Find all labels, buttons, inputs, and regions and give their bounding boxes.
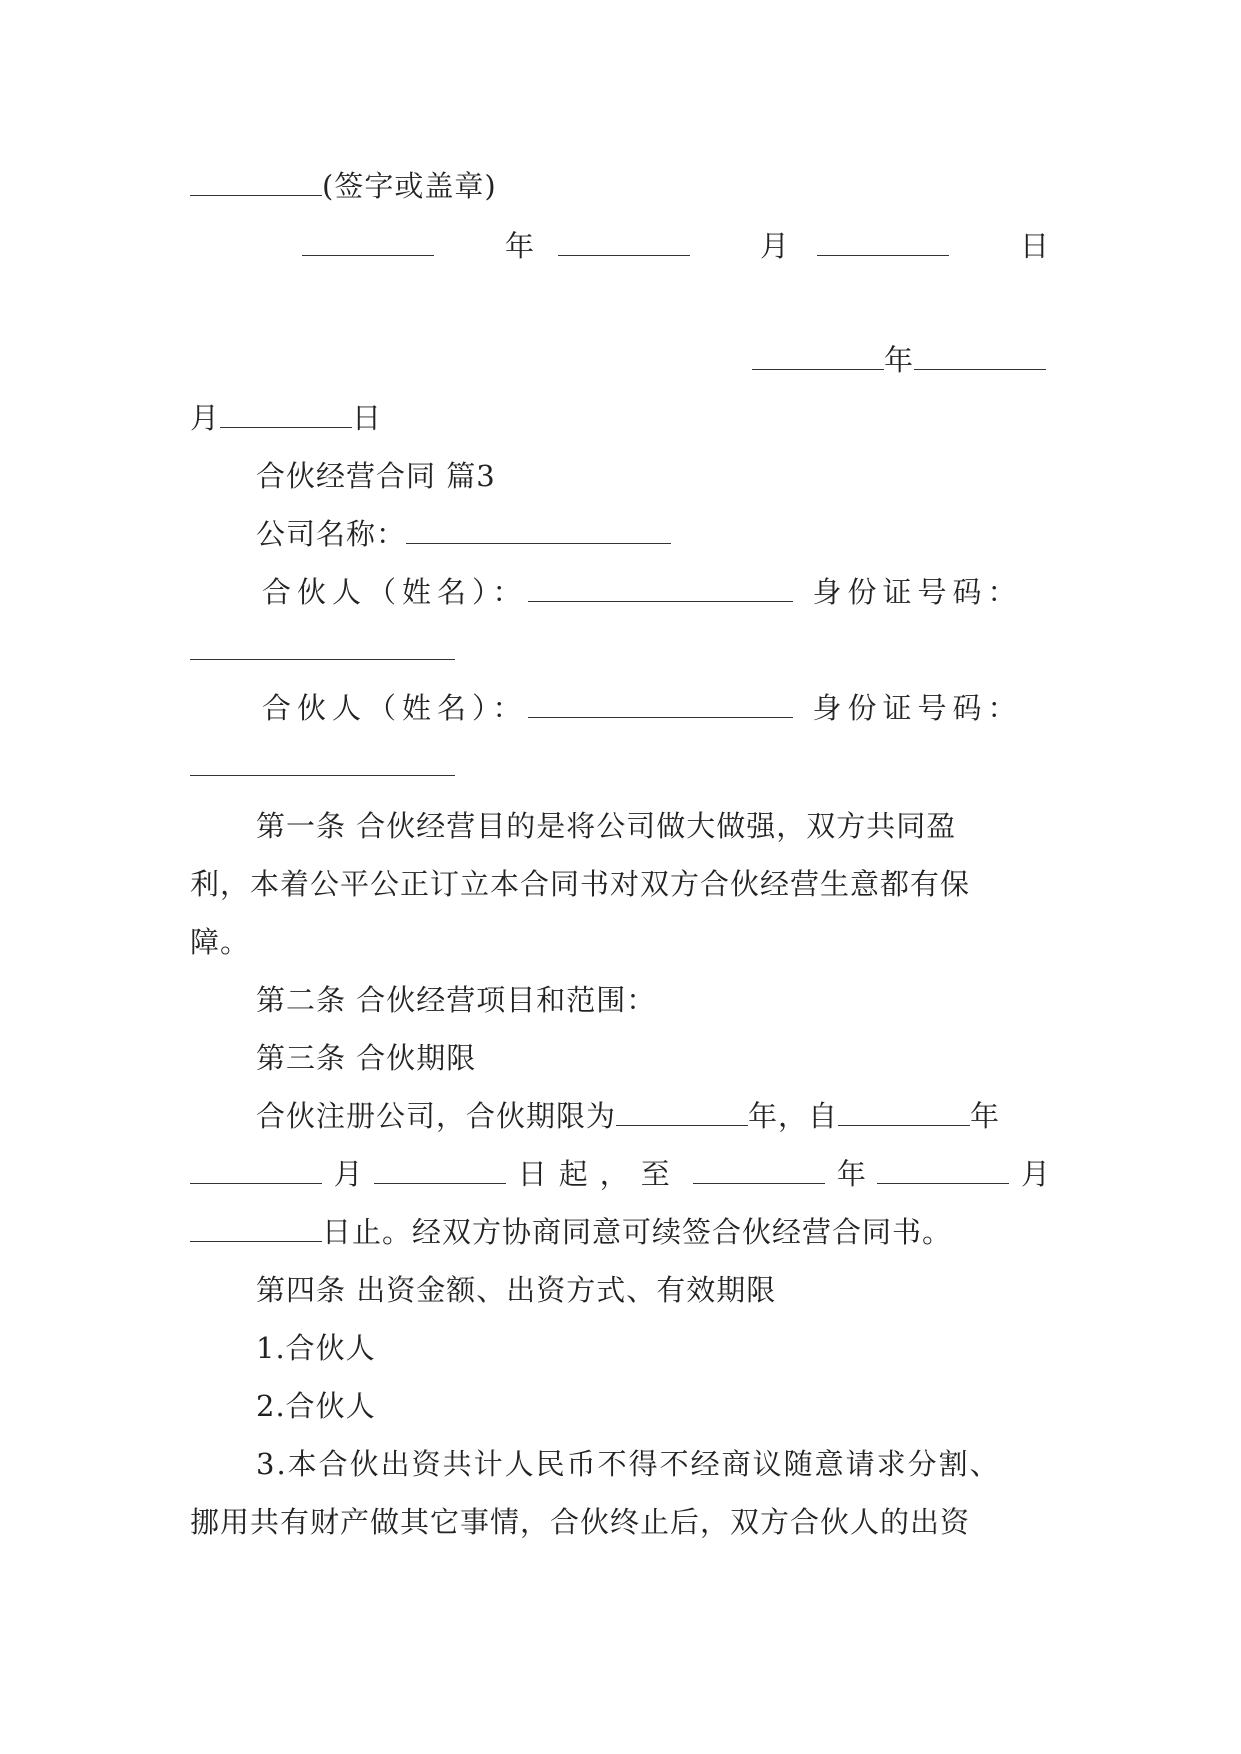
contract-heading: 合伙经营合同 篇3 bbox=[256, 459, 496, 493]
article2: 第二条 合伙经营项目和范围： bbox=[256, 983, 657, 1017]
signature-line bbox=[190, 166, 497, 206]
partner2-id-blank bbox=[190, 746, 455, 786]
date-row-1-blank-month bbox=[558, 226, 690, 266]
term-line1: 合伙注册公司，合伙期限为 年，自 年 bbox=[256, 1099, 1001, 1133]
date-row-2-month-line: 月 日 bbox=[190, 401, 383, 435]
date-row-1-year: 年 bbox=[505, 229, 536, 263]
term-line2: 月 日起，至 年 月 bbox=[190, 1154, 1050, 1194]
article4: 第四条 出资金额、出资方式、有效期限 bbox=[256, 1273, 777, 1307]
article1-line2: 利，本着公平公正订立本合同书对双方合伙经营生意都有保 bbox=[190, 867, 971, 901]
item1: 1.合伙人 bbox=[256, 1331, 376, 1365]
article3: 第三条 合伙期限 bbox=[256, 1041, 477, 1075]
article1-line1: 第一条 合伙经营目的是将公司做大做强，双方共同盈 bbox=[256, 809, 957, 843]
partner1-id-blank bbox=[190, 630, 455, 670]
date-row-1-day: 日 bbox=[1020, 229, 1051, 263]
signature-blank bbox=[190, 167, 322, 196]
item2: 2.合伙人 bbox=[256, 1389, 376, 1423]
date-row-2-year-line: 年 bbox=[752, 340, 1046, 380]
company-name-line: 公司名称： bbox=[256, 514, 671, 554]
signature-label: (签字或盖章) bbox=[322, 169, 497, 203]
article1-line3: 障。 bbox=[190, 925, 251, 959]
term-line3: 日止。经双方协商同意可续签合伙经营合同书。 bbox=[190, 1212, 952, 1252]
item3-line1: 3.本合伙出资共计人民币不得不经商议随意请求分割、 bbox=[256, 1447, 1001, 1481]
date-row-1-blank-day bbox=[817, 226, 949, 266]
company-name-blank bbox=[406, 515, 671, 544]
partner2-line: 合伙人（姓名）： 身份证号码： bbox=[262, 691, 1023, 725]
date-row-1-blank-year bbox=[302, 226, 434, 266]
partner1-line: 合伙人（姓名）： 身份证号码： bbox=[262, 575, 1023, 609]
date-row-1-month: 月 bbox=[760, 229, 791, 263]
item3-line2: 挪用共有财产做其它事情，合伙终止后，双方合伙人的出资 bbox=[190, 1505, 971, 1539]
